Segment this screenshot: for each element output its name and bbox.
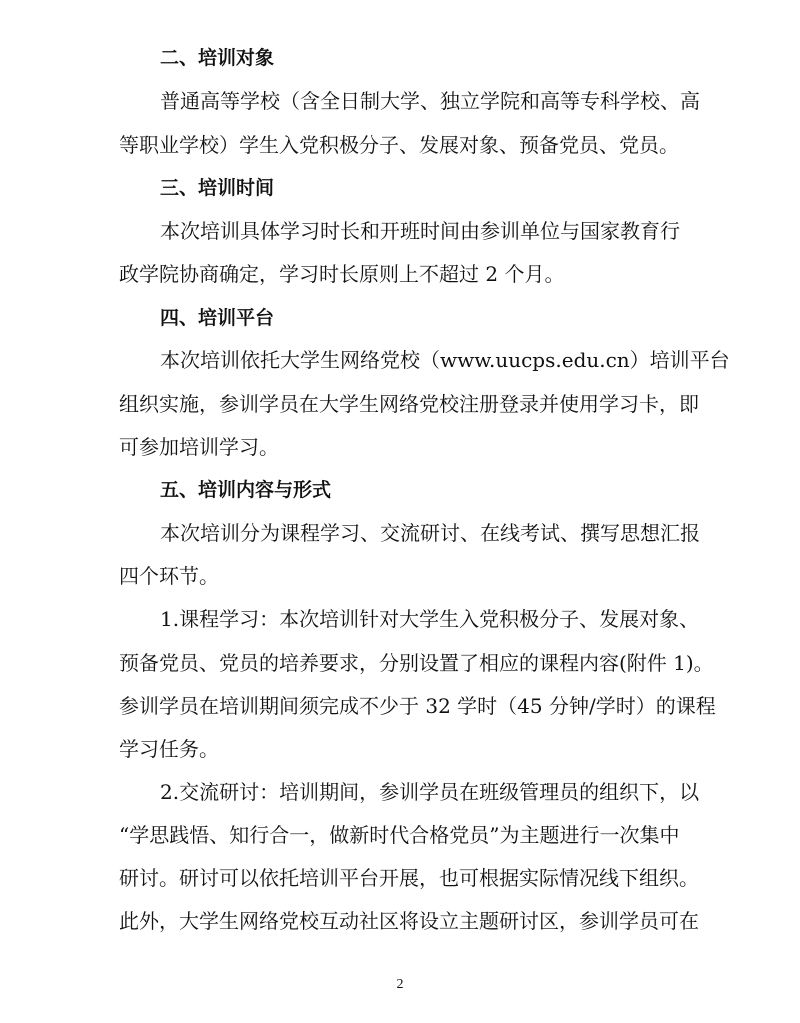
page-number: 2 <box>396 977 404 992</box>
paragraph-line: 本次培训具体学习时长和开班时间由参训单位与国家教育行 <box>160 219 680 243</box>
paragraph-line: 本次培训分为课程学习、交流研讨、在线考试、撰写思想汇报 <box>160 521 700 545</box>
paragraph-line: 普通高等学校（含全日制大学、独立学院和高等专科学校、高 <box>160 89 700 113</box>
paragraph-line: 学习任务。 <box>119 737 219 761</box>
section-heading-training-time: 三、培训时间 <box>160 177 275 199</box>
section-heading-training-platform: 四、培训平台 <box>160 307 275 329</box>
paragraph-line: 可参加培训学习。 <box>119 435 279 459</box>
section-heading-training-content: 五、培训内容与形式 <box>160 479 332 501</box>
section-heading-training-target: 二、培训对象 <box>160 47 275 69</box>
paragraph-line: 2.交流研讨：培训期间，参训学员在班级管理员的组织下，以 <box>160 780 700 804</box>
paragraph-line: 参训学员在培训期间须完成不少于 32 学时（45 分钟/学时）的课程 <box>119 694 716 718</box>
paragraph-line: 研讨。研讨可以依托培训平台开展，也可根据实际情况线下组织。 <box>119 866 699 890</box>
paragraph-line: 四个环节。 <box>119 564 219 588</box>
paragraph-line: 组织实施，参训学员在大学生网络党校注册登录并使用学习卡，即 <box>119 392 699 416</box>
paragraph-line: 政学院协商确定，学习时长原则上不超过 2 个月。 <box>119 262 565 286</box>
paragraph-line: 预备党员、党员的培养要求，分别设置了相应的课程内容(附件 1)。 <box>119 651 714 675</box>
paragraph-line: “学思践悟、知行合一，做新时代合格党员”为主题进行一次集中 <box>119 823 680 847</box>
paragraph-line: 等职业学校）学生入党积极分子、发展对象、预备党员、党员。 <box>119 133 679 157</box>
paragraph-line: 1.课程学习：本次培训针对大学生入党积极分子、发展对象、 <box>160 607 700 631</box>
paragraph-line: 本次培训依托大学生网络党校（www.uucps.edu.cn）培训平台 <box>160 348 730 372</box>
paragraph-line: 此外，大学生网络党校互动社区将设立主题研讨区，参训学员可在 <box>119 909 699 933</box>
